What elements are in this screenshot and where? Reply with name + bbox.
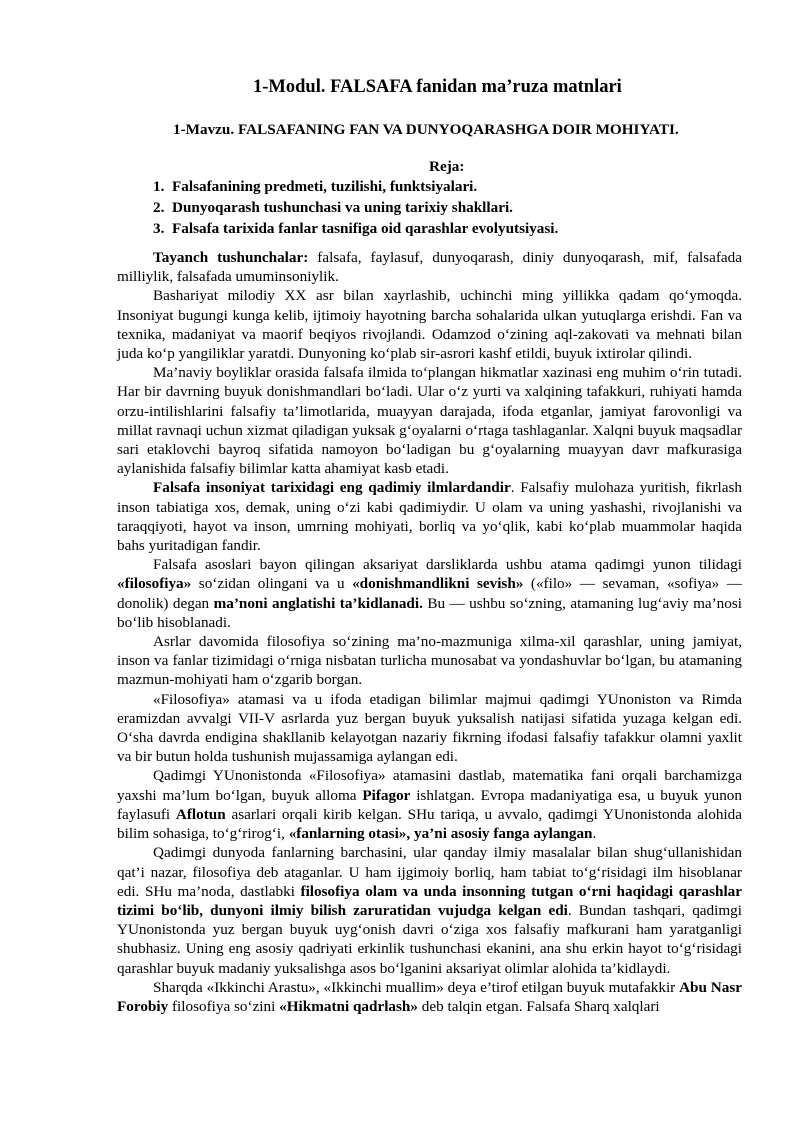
bold-text: Tayanch tushunchalar: — [153, 249, 309, 266]
paragraph-text: . Bundan tashqari, qadimgi YUnonistonda yuz bergan buyuk uyg‘onish davri o‘ziga xos falsafiy mafkurani ham yaratganligi shubhasiz. Uning eng asosiy qadriyati erkinlik tushunchasi ekanini, ana shu erkin hayot to‘g‘risidagi qarashlar buyuk madaniy yuksalishga asos bo‘lganini aksariyat olimlar alohida ta’kidlaydi. — [117, 901, 742, 977]
paragraph-text: . — [592, 825, 597, 843]
body-paragraph — [117, 286, 742, 363]
paragraph-text: Sharqda «Ikkinchi Arastu», «Ikkinchi muallim» deya e’tirof etilgan buyuk mutafakkir — [153, 978, 680, 996]
body-paragraph — [117, 690, 742, 767]
body-paragraph — [117, 632, 742, 690]
paragraph-text: . Falsafiy mulohaza yuritish, fikrlash inson tabiatiga xos, demak, uning o‘zi kabi qadimiydir. U olam va uning yashashi, rivojlanishi va taraqqiyoti, hayot va inson, umrning mohiyati, borliq va yo‘qlik, kabi ko‘plab muammolar haqida bahs yuritadigan fandir. — [117, 479, 742, 555]
plan-item — [153, 176, 558, 197]
document-title: 1-Modul. FALSAFA fanidan ma’ruza matnlari — [253, 77, 622, 97]
body-paragraph — [117, 978, 742, 1016]
bold-text: «Hikmatni qadrlash» — [279, 997, 418, 1015]
body-paragraph — [117, 766, 742, 843]
plan-item — [153, 197, 558, 218]
plan-item-text: Falsafa tarixida fanlar tasnifiga oid qarashlar evolyutsiyasi. — [172, 220, 559, 237]
paragraph-text: Falsafa asoslari bayon qilingan aksariyat darsliklarda ushbu atama qadimgi yunon tilidagi — [153, 556, 742, 574]
paragraph-text: («filo» — sevaman, «sofiya» — donolik) degan — [117, 575, 742, 612]
paragraph-text: so‘zidan olingani va u — [191, 575, 353, 593]
paragraph-text: Bu — ushbu so‘zning, atamaning lug‘aviy ma’nosi bo‘lib hisoblanadi. — [117, 594, 742, 631]
paragraph-text: Qadimgi dunyoda fanlarning barchasini, ular qanday ilmiy masalalar bilan shug‘ullanishidan qat’i nazar, filosofiya deb ataganlar. U ham ijgimoiy borliq, ham tabiat to‘g‘risidagi ilm hisoblanar edi. SHu ma’noda, dastlabki — [117, 844, 742, 900]
plan-list — [153, 176, 558, 239]
bold-text: «donishmandlikni sevish» — [352, 575, 524, 593]
plan-item-number: 1. — [153, 178, 165, 195]
plan-item-number: 3. — [153, 220, 165, 237]
body-paragraph — [117, 363, 742, 478]
paragraph-text: Ma’naviy boyliklar orasida falsafa ilmida to‘plangan hikmatlar xazinasi eng muhim o‘rin tutadi. Har bir davrning buyuk donishmandlari bo‘ladi. Ular o‘z yurti va xalqining tafakkuri, ruhiyati hamda orzu-intilishlarini falsafiy ta’limotlarida, muayyan darajada, ifoda etganlar, jamiyat farovonligi va millat ravnaqi uchun xizmat qiladigan yuksak g‘oyalarni o‘rtaga tashlaganlar. Xalqni buyuk maqsadlar sari etaklovchi bayroq sifatida namoyon bo‘ladigan bu g‘oyalarning muayyan davr mafkurasiga aylanishida falsafiy bilimlar katta ahamiyat kasb etadi. — [117, 364, 742, 478]
plan-item-text: Falsafanining predmeti, tuzilishi, funktsiyalari. — [172, 178, 478, 195]
paragraph-text: Asrlar davomida filosofiya so‘zining ma’no-mazmuniga xilma-xil qarashlar, uning jamiyat, inson va fanlar tizimidagi o‘rniga nisbatan turlicha munosabat va yondashuvlar bo‘lgan, bu atamaning mazmun-mohiyati ham o‘zgarib borgan. — [117, 633, 742, 689]
paragraph-text: ishlatgan. Evropa madaniyatiga esa, u buyuk yunon faylasufi — [117, 786, 742, 823]
paragraph-text: asarlari orqali kirib kelgan. SHu tariqa, u avvalo, qadimgi YUnonistonda alohida bilim sohasiga, to‘g‘rirog‘i, — [117, 805, 742, 843]
plan-item-text: Dunyoqarash tushunchasi va uning tarixiy shakllari. — [172, 199, 513, 216]
body-paragraph — [117, 478, 742, 555]
plan-item-number: 2. — [153, 199, 165, 216]
paragraph-text: deb talqin etgan. Falsafa Sharq xalqlari — [417, 997, 660, 1015]
bold-text: ma’noni anglatishi ta’kidlanadi. — [213, 594, 423, 612]
body-paragraph — [117, 555, 742, 632]
plan-heading: Reja: — [429, 158, 465, 175]
bold-text: «fanlarning otasi», ya’ni asosiy fanga aylangan — [288, 825, 593, 843]
bold-text: filosofiya olam va unda insonning tutgan o‘rni haqidagi qarashlar tizimi bo‘lib, dunyoni ilmiy bilish zaruratidan vujudga kelgan edi — [117, 882, 742, 919]
bold-text: Abu Nasr Forobiy — [117, 978, 742, 1015]
lecture-body — [117, 248, 742, 1016]
body-paragraph — [117, 248, 742, 286]
bold-text: «filosofiya» — [117, 575, 192, 593]
bold-text: Pifagor — [362, 786, 411, 804]
paragraph-text: «Filosofiya» atamasi va u ifoda etadigan bilimlar majmui qadimgi YUnoniston va Rimda eramizdan avvalgi VII-V asrlarda yuz bergan buyuk yuksalish natijasi sifatida yuzaga kelgan edi. O‘sha davrda endigina shakllanib kelayotgan nazariy fikrning ifodasi falsafiy tafakkur olamni yaxlit va bir butun holda tushunish mujassamiga aylangan edi. — [117, 690, 742, 766]
paragraph-text: filosofiya so‘zini — [168, 997, 280, 1015]
bold-text: Falsafa insoniyat tarixidagi eng qadimiy ilmlardandir — [153, 479, 511, 497]
paragraph-text: Bashariyat milodiy XX asr bilan xayrlashib, uchinchi ming yillikka qadam qo‘ymoqda. Insoniyat bugungi kunga kelib, ijtimoiy hayotning barcha sohalarida ulkan yutuqlarga erishdi. Fan va texnika, madaniyat va maorif beqiyos rivojlandi. Odamzod o‘zining aql-zakovati va mehnati bilan juda ko‘p yangiliklar yaratdi. Dunyoning ko‘plab sir-asrori kashf etildi, buyuk ixtirolar qilindi. — [117, 287, 742, 363]
paragraph-text: Qadimgi YUnonistonda «Filosofiya» atamasini dastlab, matematika fani orqali barchamizga yaxshi ma’lum bo‘lgan, buyuk alloma — [117, 767, 742, 804]
lecture-subtitle: 1-Mavzu. FALSAFANING FAN VA DUNYOQARASHGA DOIR MOHIYATI. — [173, 121, 679, 138]
paragraph-text: falsafa, faylasuf, dunyoqarash, diniy dunyoqarash, mif, falsafada milliylik, falsafada umuminsoniylik. — [117, 249, 742, 286]
bold-text: Aflotun — [175, 805, 226, 823]
plan-item — [153, 218, 558, 239]
body-paragraph — [117, 843, 742, 977]
